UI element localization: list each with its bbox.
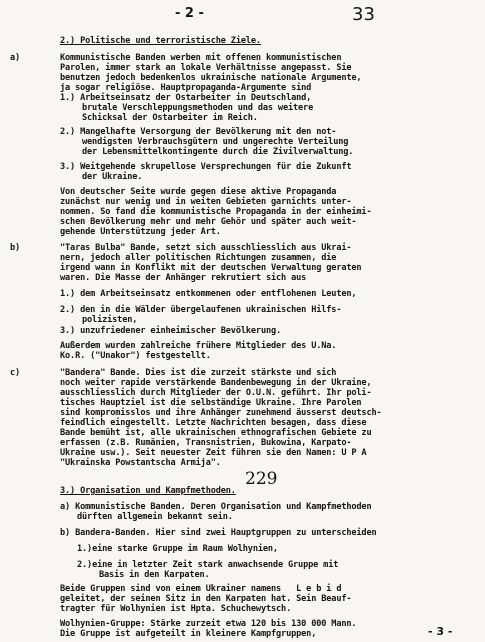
text-line: "Ukrainska Powstantscha Armija". [60, 458, 221, 468]
text-line: Parolen, immer stark an lokale Verhältnisse angepasst. Sie [60, 63, 352, 73]
text-line: 3.) unzufriedener einheimischer Bevölkerung. [60, 326, 282, 336]
text-line: wendigsten Verbrauchsgütern und ungerechte Verteilung [82, 137, 349, 147]
text-line: a) [10, 53, 21, 63]
text-line: nommen. So fand die kommunistische Propaganda in der einheimi- [60, 207, 372, 217]
handwritten-folio-number: 229 [245, 469, 278, 489]
text-line: 3.) Organisation und Kampfmethoden. [60, 486, 236, 496]
text-line: "Taras Bulba" Bande, setzt sich ausschliesslich aus Ukrai- [60, 243, 352, 253]
text-line: Beide Gruppen sind von einem Ukrainer namens L e b i d [60, 584, 342, 594]
text-line: Kommunistische Banden werben mit offenen kommunistischen [60, 53, 342, 63]
text-line: tisches Hauptziel ist die selbständige Ukraine. Ihre Parolen [60, 398, 362, 408]
text-line: schen Bevölkerung mehr und mehr Gehör und später auch weit- [60, 217, 357, 227]
text-line: Die Gruppe ist aufgeteilt in kleinere Kampfgruppen, [60, 629, 317, 639]
text-line: dürften allgemein bekannt sein. [77, 512, 233, 522]
text-line: Ko.R. ("Unakor") festgestellt. [60, 351, 211, 361]
page-number-marker: - 2 - [175, 6, 204, 21]
text-line: irgend wann in Konflikt mit der deutschen Verwaltung geraten [60, 263, 362, 273]
text-line: b) [10, 243, 21, 253]
text-line: Basis in den Karpaten. [99, 570, 210, 580]
text-line: Wolhynien-Gruppe: Stärke zurzeit etwa 120 bis 130 000 Mann. [60, 619, 357, 629]
text-line: ja sogar religiöse. Hauptpropaganda-Argumente sind [60, 83, 312, 93]
text-line: zunächst nur wenig und in weiten Gebieten garnichts unter- [60, 197, 352, 207]
text-line: 1.) dem Arbeitseinsatz entkommenen oder entflohenen Leuten, [60, 289, 357, 299]
text-line: ausschliesslich durch Mitglieder der O.U.N. geführt. Ihr poli- [60, 388, 372, 398]
text-line: Außerdem wurden zahlreiche frühere Mitglieder des U.Na. [60, 341, 337, 351]
text-line: tragter für Wolhynien ist Hpta. Schuchewytsch. [60, 604, 292, 614]
text-line: polizisten, [82, 315, 138, 325]
text-line: der Lebensmittelkontingente durch die Zivilverwaltung. [82, 147, 354, 157]
text-line: b) Bandera-Banden. Hier sind zwei Hauptgruppen zu unterscheiden [60, 528, 377, 538]
text-line: sind kompromisslos und ihre Anhänger zunehmend äusserst deutsch- [60, 408, 382, 418]
text-line: waren. Die Masse der Anhänger rekrutiert sich aus [60, 273, 307, 283]
text-line: benutzen jedoch bedenkenlos ukrainische nationale Argumente, [60, 73, 362, 83]
next-page-marker: - 3 - [428, 625, 453, 638]
text-line: feindlich eingestellt. Letzte Nachrichten besagen, dass diese [60, 418, 367, 428]
text-line: brutale Verschleppungsmethoden und das weitere [82, 103, 314, 113]
text-line: erfassen (z.B. Rumänien, Transnistrien, Bukowina, Karpato- [60, 438, 352, 448]
archive-number: 33 [352, 4, 375, 25]
text-line: Schicksal der Ostarbeiter im Reich. [82, 113, 258, 123]
text-line: gehende Unterstützung jeder Art. [60, 227, 221, 237]
text-line: "Bandera" Bande. Dies ist die zurzeit stärkste und sich [60, 368, 337, 378]
text-line: Von deutscher Seite wurde gegen diese aktive Propaganda [60, 187, 337, 197]
text-line: 3.) Weitgehende skrupellose Versprechungen für die Zukunft [60, 162, 352, 172]
text-line: c) [10, 368, 21, 378]
text-line: 2.) den in die Wälder übergelaufenen ukrainischen Hilfs- [60, 305, 342, 315]
text-line: nern, jedoch aller politischen Richtungen zusammen, die [60, 253, 337, 263]
text-line: 2.)eine in letzter Zeit stark anwachsende Gruppe mit [77, 560, 339, 570]
text-line: 2.) Politische und terroristische Ziele. [60, 36, 261, 46]
text-line: Ukraine usw.). Seit neuester Zeit führen sie den Namen: U P A [60, 448, 367, 458]
text-line: 1.)eine starke Gruppe im Raum Wolhynien, [77, 544, 278, 554]
text-line: der Ukraine. [82, 172, 143, 182]
text-line: a) Kommunistische Banden. Deren Organisation und Kampfmethoden [60, 502, 372, 512]
text-line: geleitet, der seinen Sitz in den Karpaten hat. Sein Beauf- [60, 594, 352, 604]
text-line: noch weiter rapide verstärkende Bandenbewegung in der Ukraine, [60, 378, 372, 388]
text-line: Bande bemüht ist, alle ukrainischen ethnografischen Gebiete zu [60, 428, 372, 438]
text-line: 1.) Arbeitseinsatz der Ostarbeiter in Deutschland, [60, 93, 312, 103]
text-line: 2.) Mangelhafte Versorgung der Bevölkerung mit den not- [60, 127, 337, 137]
